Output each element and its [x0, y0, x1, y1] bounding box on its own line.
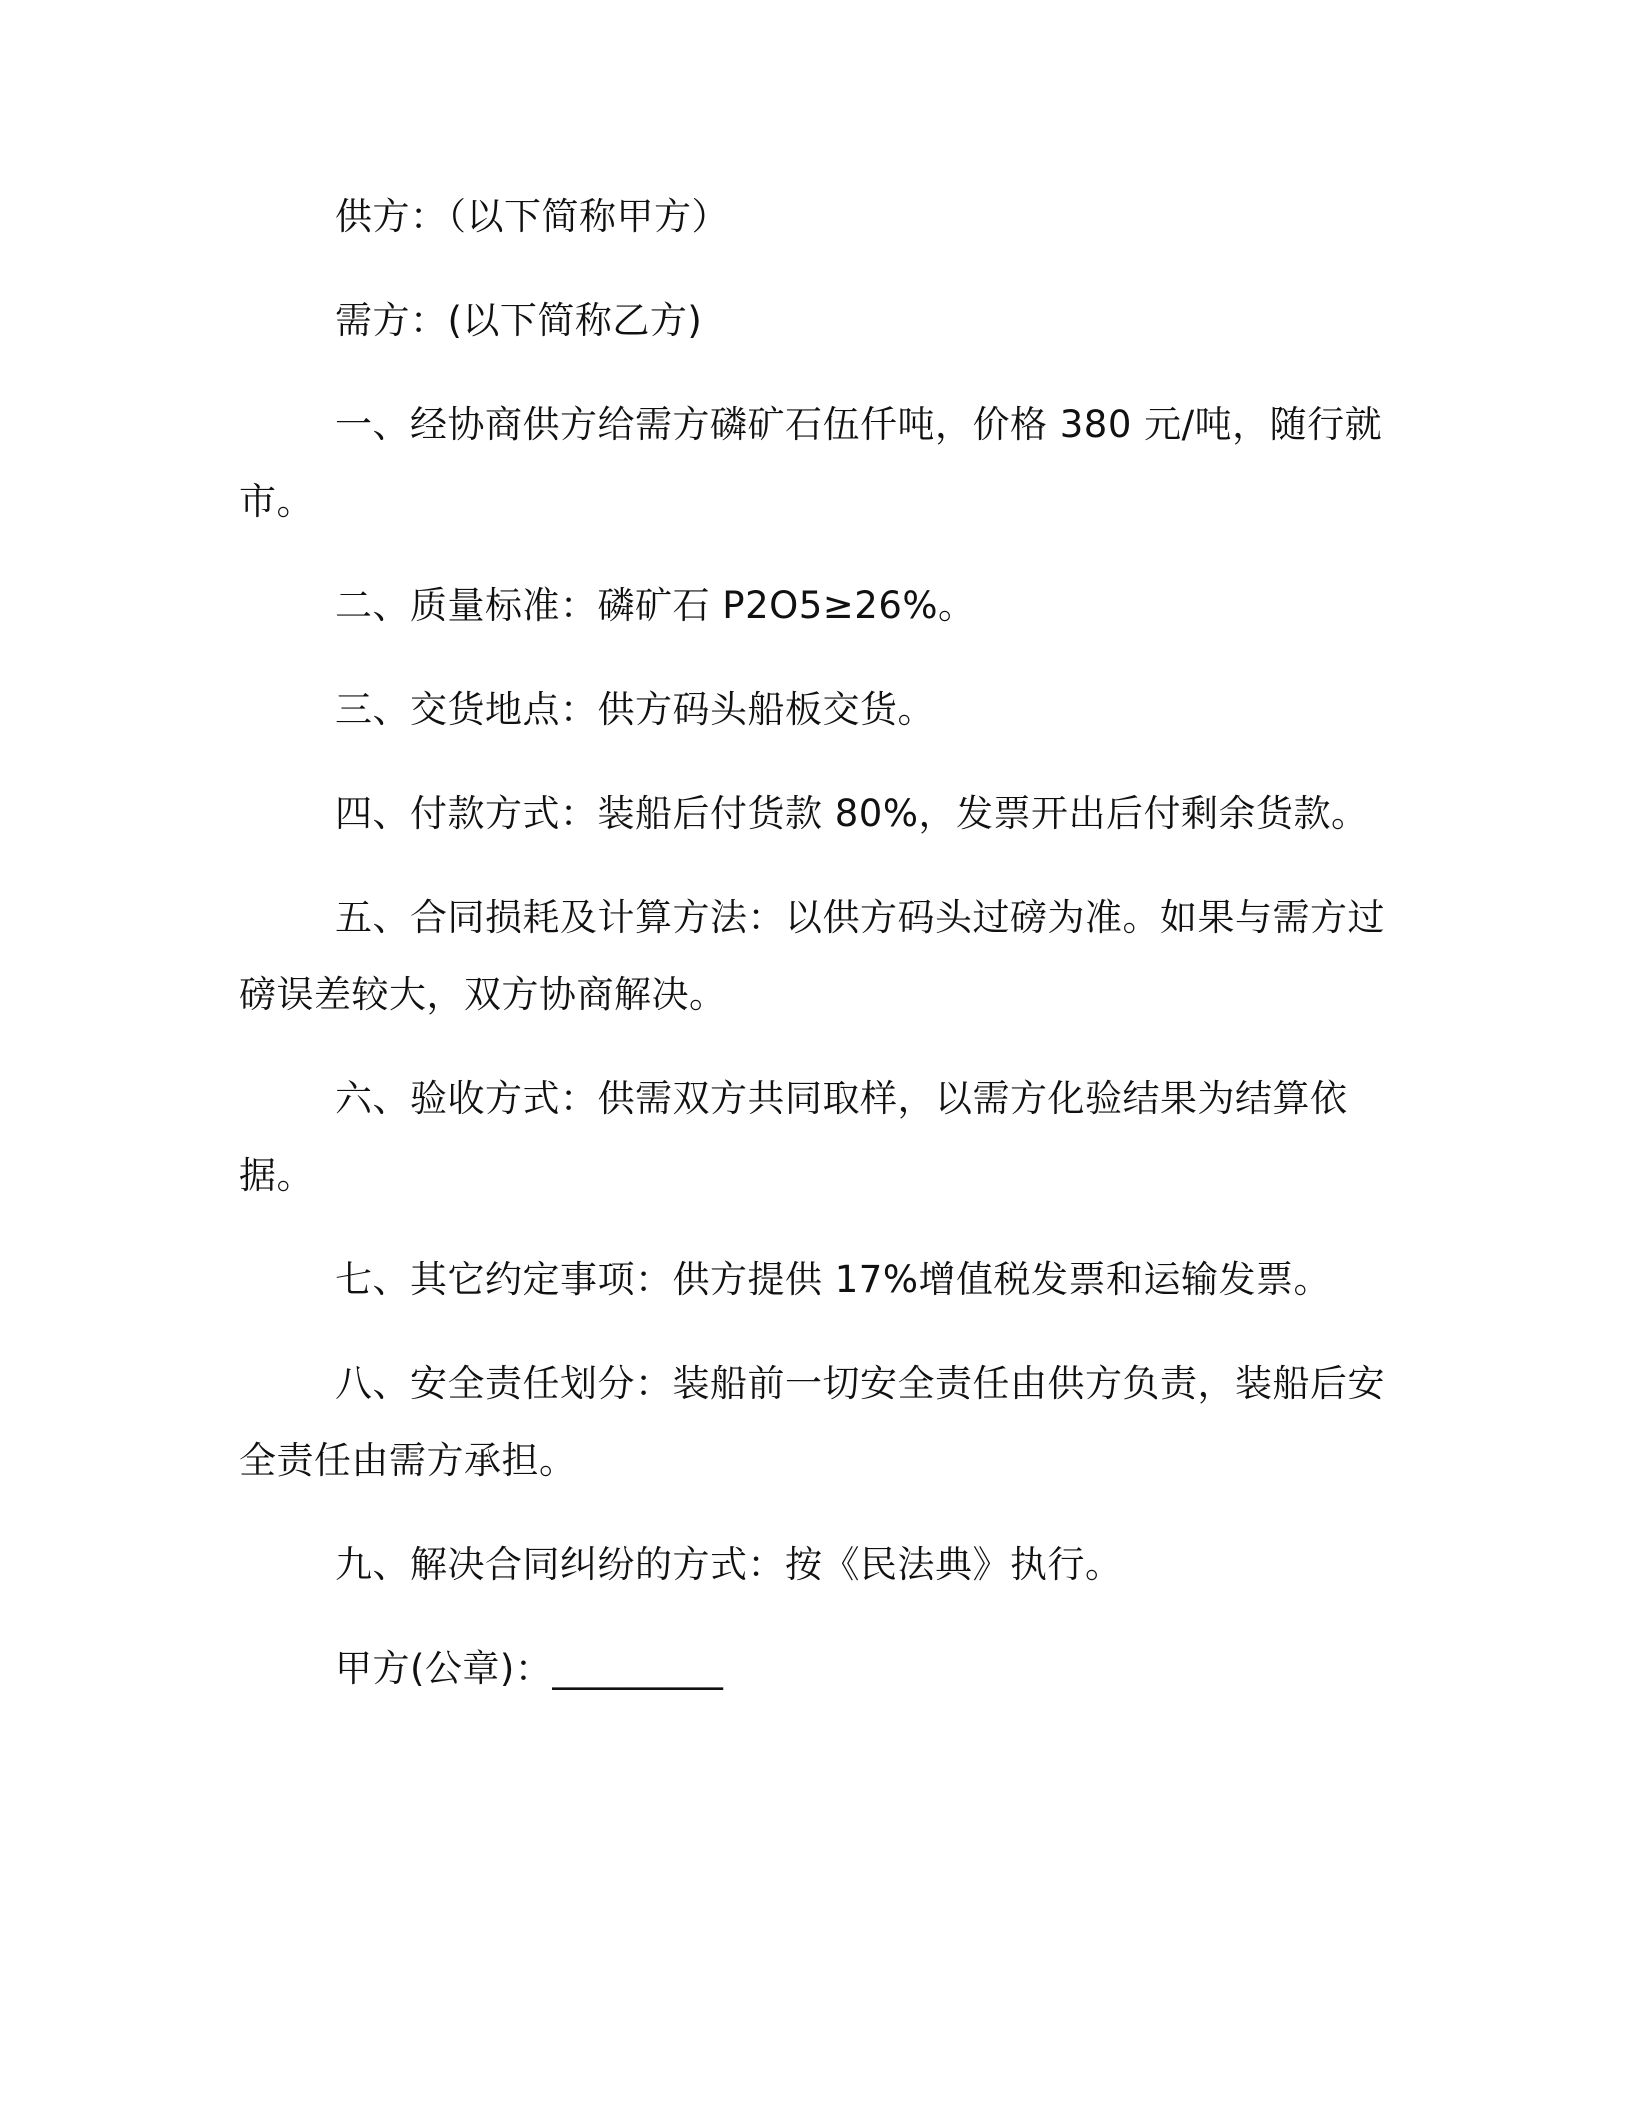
supplier-line: 供方：（以下简称甲方） — [335, 195, 729, 238]
party-a-signature-line: 甲方(公章)：_________ — [335, 1647, 724, 1690]
clause-4-payment-method: 四、付款方式：装船后付货款 80%，发票开出后付剩余货款。 — [335, 792, 1369, 835]
clause-6-acceptance-method: 六、验收方式：供需双方共同取样，以需方化验结果为结算依据。 — [239, 1077, 1348, 1197]
clause-8-safety-responsibility: 八、安全责任划分：装船前一切安全责任由供方负责，装船后安全责任由需方承担。 — [239, 1362, 1385, 1482]
clause-9-dispute-resolution: 九、解决合同纠纷的方式：按《民法典》执行。 — [335, 1543, 1123, 1586]
buyer-line: 需方：(以下简称乙方) — [335, 299, 703, 342]
clause-2-quality-standard: 二、质量标准：磷矿石 P2O5≥26%。 — [335, 584, 976, 627]
clause-7-other-terms: 七、其它约定事项：供方提供 17%增值税发票和运输发票。 — [335, 1258, 1331, 1301]
clause-1-quantity-price: 一、经协商供方给需方磷矿石伍仟吨，价格 380 元/吨，随行就市。 — [239, 403, 1383, 523]
clause-3-delivery-location: 三、交货地点：供方码头船板交货。 — [335, 688, 935, 731]
contract-body — [239, 178, 1399, 1734]
clause-5-loss-calculation: 五、合同损耗及计算方法：以供方码头过磅为准。如果与需方过磅误差较大，双方协商解决。 — [239, 896, 1385, 1016]
